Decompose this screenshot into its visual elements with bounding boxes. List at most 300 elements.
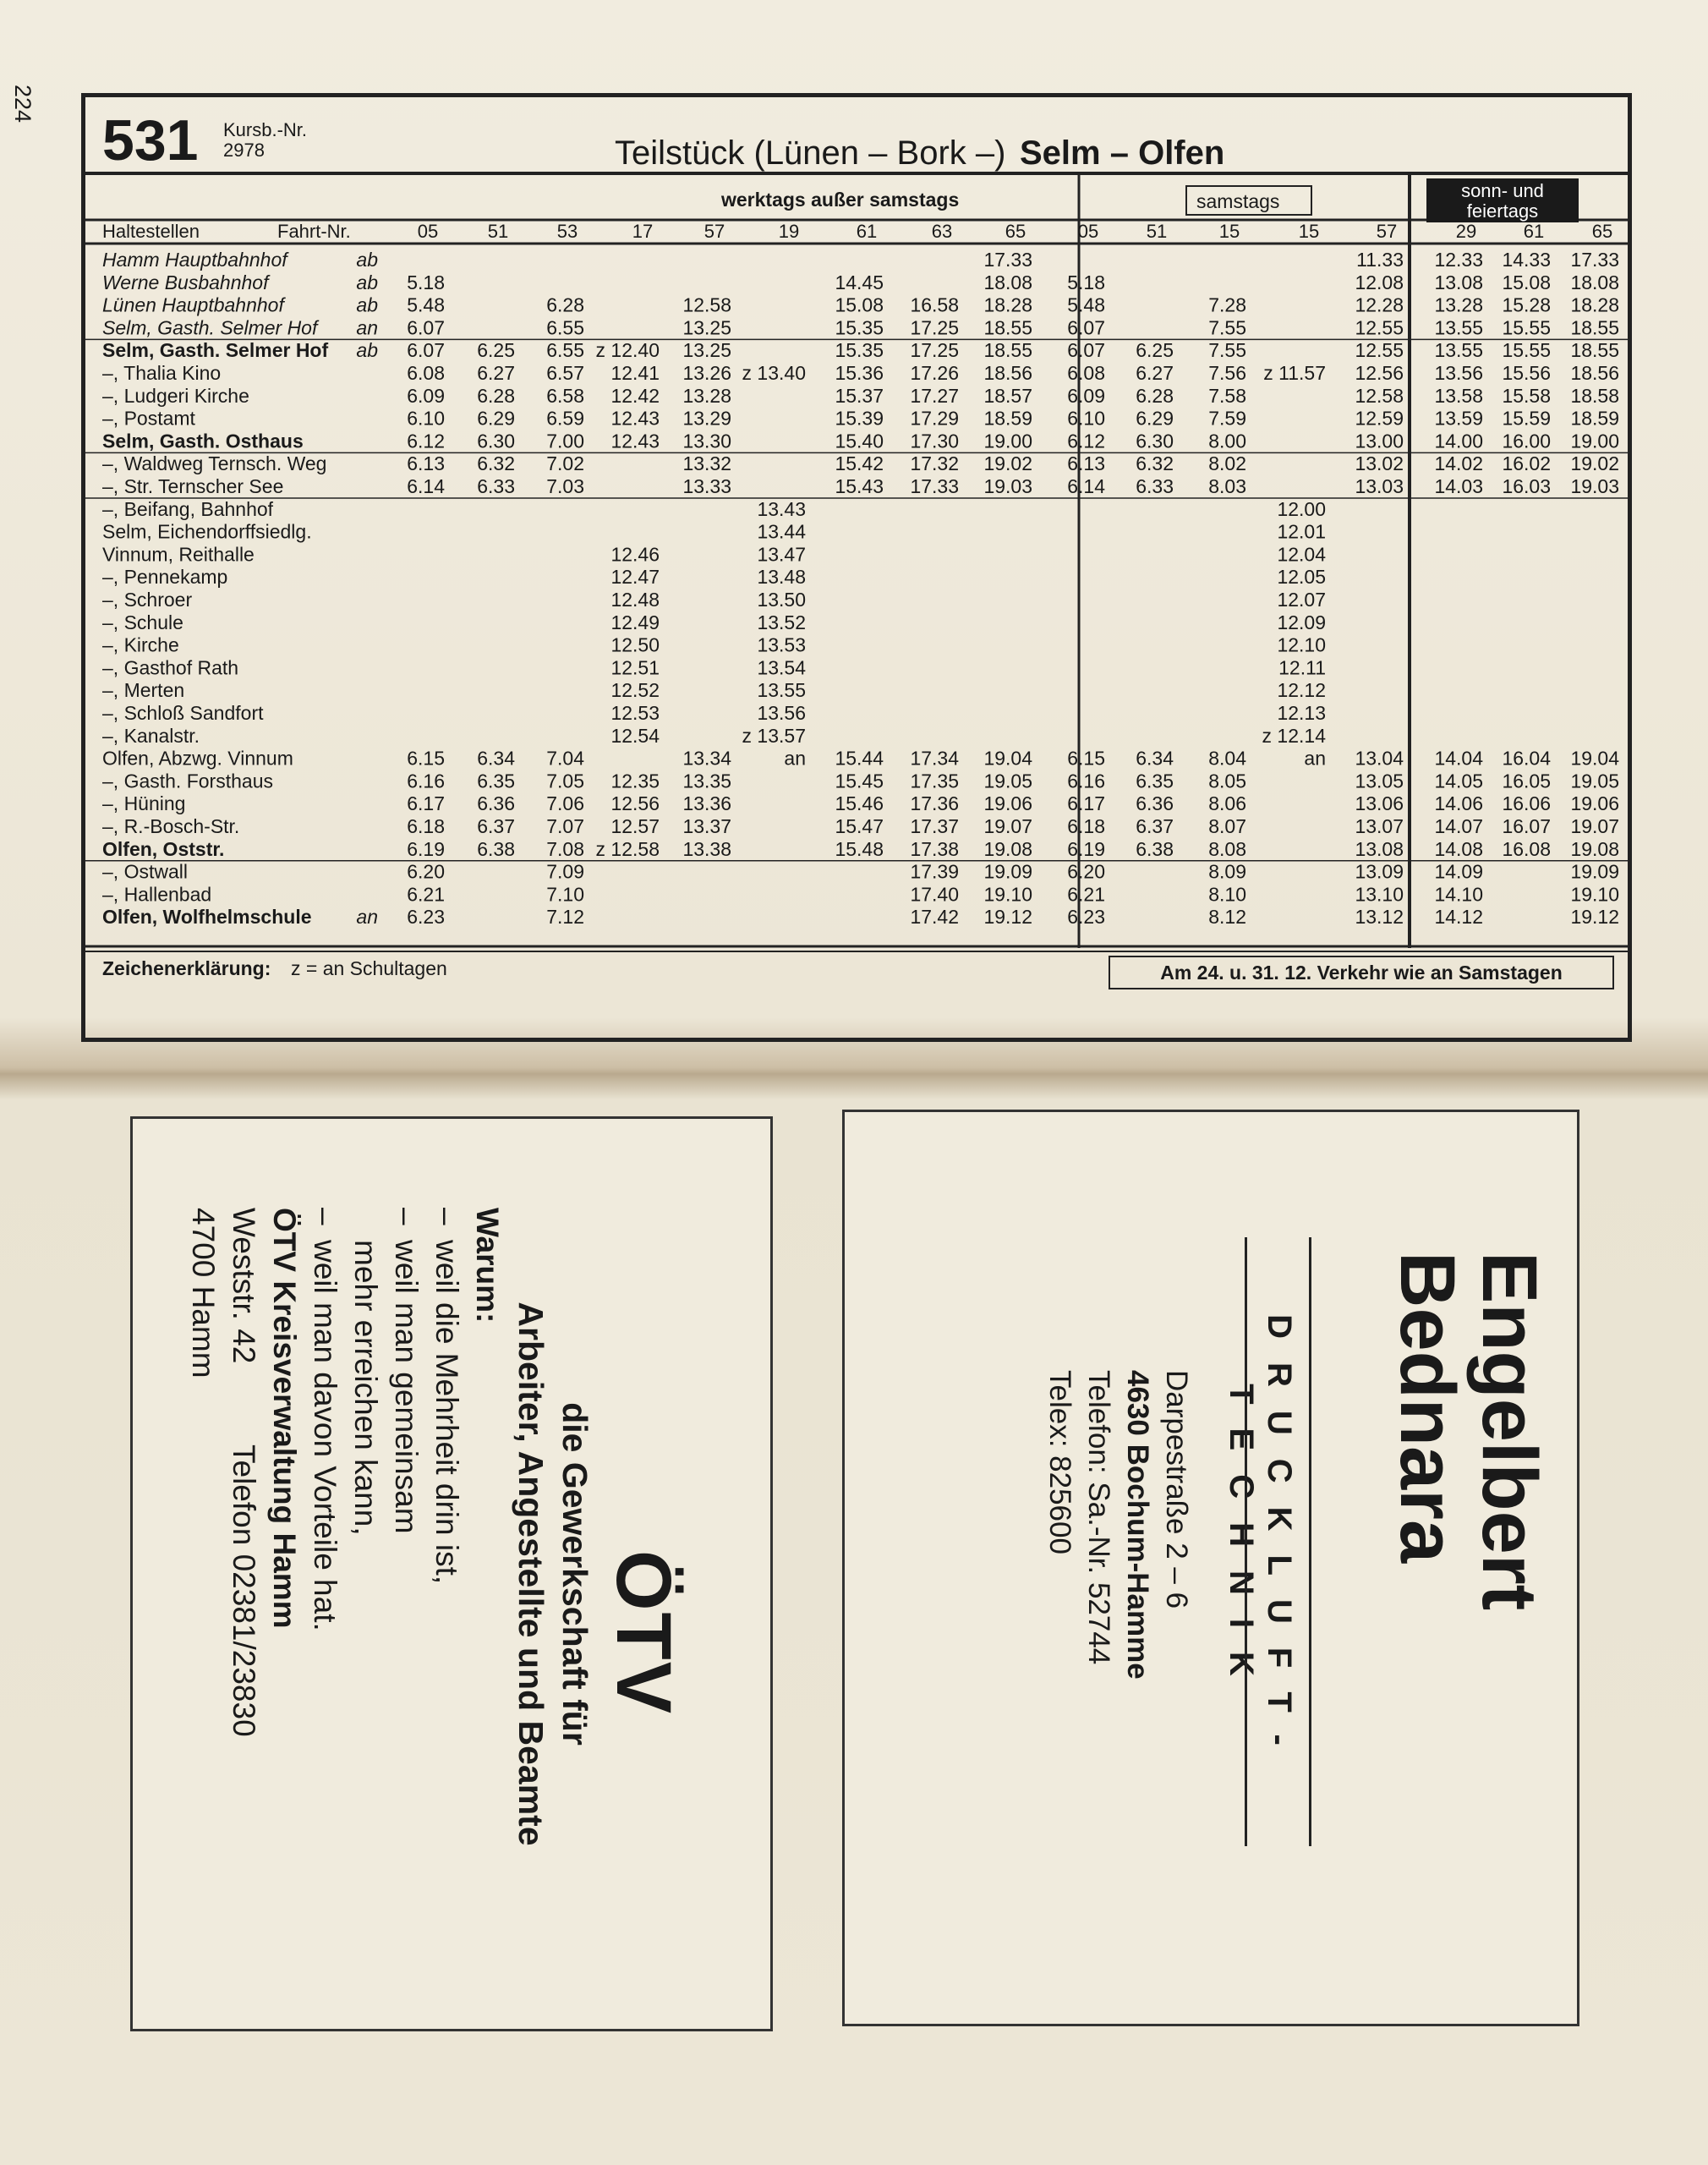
bednara-rule-bottom <box>1245 1237 1247 1846</box>
time-cell: 7.04 <box>546 747 584 770</box>
time-cell: 17.27 <box>910 384 959 407</box>
stop-name: Vinnum, Reithalle <box>102 543 255 566</box>
time-cell: 17.42 <box>910 906 959 929</box>
time-cell: 19.03 <box>1570 475 1619 497</box>
timetable-grid <box>85 97 1628 1038</box>
time-cell: 6.38 <box>477 837 515 860</box>
time-cell: 18.28 <box>1570 293 1619 316</box>
time-cell: 17.38 <box>910 837 959 860</box>
trip-number: 15 <box>1218 221 1240 242</box>
timetable <box>81 93 1632 1042</box>
otv-reason: –weil man davon Vorteile hat. <box>308 1208 342 1631</box>
stop-name: –, Schloß Sandfort <box>102 702 264 724</box>
time-cell: 6.20 <box>407 860 445 883</box>
time-cell: 13.55 <box>757 679 806 702</box>
time-cell: 13.26 <box>682 362 731 384</box>
time-cell: 15.58 <box>1502 384 1551 407</box>
time-cell: 6.55 <box>546 339 584 362</box>
time-cell: 14.04 <box>1434 747 1483 770</box>
time-cell: 6.07 <box>1067 339 1105 362</box>
time-cell: 15.42 <box>835 452 884 475</box>
time-cell: 13.00 <box>1355 430 1404 452</box>
time-cell: 17.29 <box>910 407 959 430</box>
stop-name: –, Ostwall <box>102 860 188 883</box>
time-cell: 14.45 <box>835 271 884 293</box>
time-cell: 6.10 <box>407 407 445 430</box>
time-cell: 7.09 <box>546 860 584 883</box>
time-cell: 14.07 <box>1434 815 1483 837</box>
stop-name: –, Kirche <box>102 633 179 656</box>
time-cell: 12.04 <box>1277 543 1326 566</box>
time-cell: 12.47 <box>610 566 660 589</box>
bednara-rule-top <box>1309 1237 1311 1846</box>
otv-subtitle-2: Arbeiter, Angestellte und Beamte <box>512 1302 550 1846</box>
time-cell: 19.10 <box>983 883 1032 906</box>
time-cell: 8.03 <box>1208 475 1246 497</box>
time-cell: 19.08 <box>983 837 1032 860</box>
time-cell: 13.03 <box>1355 475 1404 497</box>
time-cell: 19.09 <box>1570 860 1619 883</box>
bednara-advert <box>842 1110 1579 2026</box>
time-cell: 19.06 <box>1570 792 1619 815</box>
time-cell: 18.08 <box>1570 271 1619 293</box>
trip-numbers <box>418 221 1612 242</box>
time-cell: 15.55 <box>1502 316 1551 339</box>
time-cell: 6.14 <box>407 475 445 497</box>
time-cell: 13.54 <box>757 656 806 679</box>
time-cell: 13.55 <box>1434 339 1483 362</box>
time-cell: 6.28 <box>477 384 515 407</box>
time-cell: 13.06 <box>1355 792 1404 815</box>
time-cell: 17.33 <box>1570 249 1619 271</box>
stop-flag: an <box>356 316 378 339</box>
stop-name: –, Hüning <box>102 792 186 815</box>
time-cell: 15.43 <box>835 475 884 497</box>
time-cell: 13.43 <box>757 497 806 520</box>
time-cell: 13.28 <box>1434 293 1483 316</box>
otv-advert <box>130 1116 773 2031</box>
time-cell: 7.56 <box>1208 362 1246 384</box>
time-cell: 6.12 <box>1067 430 1105 452</box>
time-cell: 12.07 <box>1277 589 1326 611</box>
time-cell: 12.42 <box>610 384 660 407</box>
time-cell: 15.35 <box>835 339 884 362</box>
time-cell: 19.09 <box>983 860 1032 883</box>
time-cell: 6.37 <box>477 815 515 837</box>
time-cell: 13.56 <box>757 702 806 724</box>
time-cell: z 12.40 <box>595 339 660 362</box>
time-cell: 6.16 <box>407 770 445 792</box>
note-text: Am 24. u. 31. 12. Verkehr wie an Samstagen <box>1160 962 1563 984</box>
trip-number: 63 <box>931 221 953 242</box>
time-cell: 6.18 <box>407 815 445 837</box>
bednara-name-2: Bednara <box>1384 1252 1470 1564</box>
time-cell: 18.55 <box>1570 339 1619 362</box>
time-cell: 6.34 <box>1136 747 1174 770</box>
time-cell: 14.05 <box>1434 770 1483 792</box>
time-cell: 12.58 <box>1355 384 1404 407</box>
time-cell: 6.35 <box>1136 770 1174 792</box>
stop-name: –, Merten <box>102 679 185 702</box>
time-cell: 6.09 <box>407 384 445 407</box>
time-cell: 6.55 <box>546 316 584 339</box>
time-cell: 13.35 <box>682 770 731 792</box>
time-cell: 8.02 <box>1208 452 1246 475</box>
time-cell: 16.03 <box>1502 475 1551 497</box>
time-cell: 12.56 <box>610 792 660 815</box>
time-cell: 19.04 <box>1570 747 1619 770</box>
time-cell: 13.28 <box>682 384 731 407</box>
time-cell: 17.33 <box>983 249 1032 271</box>
trip-number: 05 <box>1077 221 1099 242</box>
time-cell: 13.02 <box>1355 452 1404 475</box>
time-cell: 14.12 <box>1434 906 1483 929</box>
time-cell: 12.53 <box>610 702 660 724</box>
time-cell: 12.52 <box>610 679 660 702</box>
time-cell: 19.05 <box>983 770 1032 792</box>
time-cell: 13.50 <box>757 589 806 611</box>
time-cell: 7.12 <box>546 906 584 929</box>
time-cell: 12.49 <box>610 611 660 633</box>
time-cell: 13.36 <box>682 792 731 815</box>
otv-city: 4700 Hamm <box>186 1208 221 1378</box>
time-cell: 19.12 <box>983 906 1032 929</box>
time-cell: 13.47 <box>757 543 806 566</box>
legend-label: Zeichenerklärung: <box>102 957 271 979</box>
time-cell: 6.07 <box>1067 316 1105 339</box>
trip-number: 29 <box>1455 221 1477 242</box>
time-cell: 7.07 <box>546 815 584 837</box>
stop-name: –, Hallenbad <box>102 883 212 906</box>
time-cell: 13.08 <box>1355 837 1404 860</box>
time-cell: 12.55 <box>1355 316 1404 339</box>
time-cell: 13.53 <box>757 633 806 656</box>
stop-flag: ab <box>356 271 378 293</box>
time-cell: 6.35 <box>477 770 515 792</box>
time-cell: 8.04 <box>1208 747 1246 770</box>
time-cell: 19.03 <box>983 475 1032 497</box>
time-cell: 14.08 <box>1434 837 1483 860</box>
time-cell: 6.10 <box>1067 407 1105 430</box>
time-cell: 12.55 <box>1355 339 1404 362</box>
time-cell: 17.34 <box>910 747 959 770</box>
time-cell: 12.13 <box>1277 702 1326 724</box>
stop-flag: an <box>356 906 378 929</box>
route-title-plain: Teilstück (Lünen – Bork –) <box>615 134 1006 172</box>
time-cell: 12.01 <box>1277 520 1326 543</box>
trip-number: 57 <box>1376 221 1398 242</box>
time-cell: 12.00 <box>1277 497 1326 520</box>
time-cell: 6.07 <box>407 316 445 339</box>
time-cell: 12.09 <box>1277 611 1326 633</box>
time-cell: 6.33 <box>477 475 515 497</box>
time-cell: 19.10 <box>1570 883 1619 906</box>
time-cell: 13.07 <box>1355 815 1404 837</box>
time-cell: 6.20 <box>1067 860 1105 883</box>
time-cell: 12.54 <box>610 724 660 747</box>
stop-name: Olfen, Oststr. <box>102 837 225 860</box>
time-cell: 13.25 <box>682 339 731 362</box>
time-cell: 12.41 <box>610 362 660 384</box>
time-cell: 7.55 <box>1208 339 1246 362</box>
group-sonn-line2: feiertags <box>1466 200 1539 222</box>
time-cell: 17.30 <box>910 430 959 452</box>
group-samstags: samstags <box>1196 190 1280 212</box>
time-cell: 16.00 <box>1502 430 1551 452</box>
time-cell: 12.51 <box>610 656 660 679</box>
stop-name: Selm, Gasth. Osthaus <box>102 430 304 452</box>
time-cell: 6.08 <box>1067 362 1105 384</box>
time-cell: 12.57 <box>610 815 660 837</box>
time-cell: 15.56 <box>1502 362 1551 384</box>
time-cell: 16.07 <box>1502 815 1551 837</box>
time-cell: an <box>784 747 806 770</box>
time-cell: 6.13 <box>407 452 445 475</box>
stop-name: –, Ludgeri Kirche <box>102 384 249 407</box>
time-cell: 18.28 <box>983 293 1032 316</box>
time-cell: 6.08 <box>407 362 445 384</box>
bednara-street: Darpestraße 2 – 6 <box>1160 1370 1193 1609</box>
time-cell: 15.47 <box>835 815 884 837</box>
time-cell: 13.12 <box>1355 906 1404 929</box>
stop-name: –, Beifang, Bahnhof <box>102 497 274 520</box>
time-cell: 6.13 <box>1067 452 1105 475</box>
time-cell: 15.46 <box>835 792 884 815</box>
time-cell: 15.55 <box>1502 339 1551 362</box>
time-cell: 17.26 <box>910 362 959 384</box>
time-cell: 13.48 <box>757 566 806 589</box>
time-cell: 17.39 <box>910 860 959 883</box>
time-cell: 6.28 <box>546 293 584 316</box>
time-cell: 18.59 <box>983 407 1032 430</box>
time-cell: 13.56 <box>1434 362 1483 384</box>
time-cell: 15.37 <box>835 384 884 407</box>
time-cell: 6.30 <box>1136 430 1174 452</box>
trip-number: 53 <box>556 221 578 242</box>
trip-number: 65 <box>1591 221 1613 242</box>
bednara-telex: Telex: 825600 <box>1043 1370 1076 1554</box>
time-cell: 17.25 <box>910 316 959 339</box>
stop-name: Werne Busbahnhof <box>102 271 269 293</box>
otv-reason: mehr erreichen kann, <box>348 1240 383 1536</box>
time-cell: 6.32 <box>477 452 515 475</box>
stop-name: –, Waldweg Ternsch. Weg <box>102 452 327 475</box>
time-cell: 8.10 <box>1208 883 1246 906</box>
time-cell: 6.36 <box>477 792 515 815</box>
time-cell: 14.33 <box>1502 249 1551 271</box>
group-werktags: werktags außer samstags <box>721 189 960 211</box>
stop-name: Selm, Gasth. Selmer Hof <box>102 339 329 362</box>
time-cell: 13.25 <box>682 316 731 339</box>
time-cell: 8.07 <box>1208 815 1246 837</box>
stop-name: –, Gasth. Forsthaus <box>102 770 273 792</box>
bednara-advert-content <box>846 1112 1579 2024</box>
time-cell: 6.27 <box>1136 362 1174 384</box>
time-cell: 13.37 <box>682 815 731 837</box>
time-cell: 6.30 <box>477 430 515 452</box>
time-cell: 12.48 <box>610 589 660 611</box>
stop-name: –, Thalia Kino <box>102 362 222 384</box>
time-cell: 18.55 <box>983 339 1032 362</box>
time-cell: 6.19 <box>407 837 445 860</box>
time-cell: 6.28 <box>1136 384 1174 407</box>
time-cell: 6.12 <box>407 430 445 452</box>
time-cell: 15.45 <box>835 770 884 792</box>
time-cell: 6.17 <box>407 792 445 815</box>
time-cell: 13.32 <box>682 452 731 475</box>
otv-reason: –weil man gemeinsam <box>389 1208 424 1534</box>
trip-number: 19 <box>778 221 800 242</box>
time-cell: 15.08 <box>1502 271 1551 293</box>
time-cell: 17.37 <box>910 815 959 837</box>
time-cell: 7.05 <box>546 770 584 792</box>
stop-flag: ab <box>356 339 378 362</box>
time-cell: 6.21 <box>1067 883 1105 906</box>
stop-name: Lünen Hauptbahnhof <box>102 293 284 316</box>
bednara-tagline: DRUCKLUFT-TECHNIK <box>1223 1314 1298 1769</box>
time-cell: 17.35 <box>910 770 959 792</box>
time-cell: 14.02 <box>1434 452 1483 475</box>
time-cell: 6.15 <box>1067 747 1105 770</box>
time-cell: 12.12 <box>1277 679 1326 702</box>
time-cell: 6.09 <box>1067 384 1105 407</box>
time-cell: 19.02 <box>983 452 1032 475</box>
time-cell: 12.05 <box>1277 566 1326 589</box>
otv-subtitle-1: die Gewerkschaft für <box>556 1402 594 1746</box>
time-cell: 13.58 <box>1434 384 1483 407</box>
time-cell: 12.33 <box>1434 249 1483 271</box>
time-cell: 6.23 <box>1067 906 1105 929</box>
time-cell: 13.55 <box>1434 316 1483 339</box>
time-cell: 7.59 <box>1208 407 1246 430</box>
time-cell: 12.46 <box>610 543 660 566</box>
time-cell: 15.35 <box>835 316 884 339</box>
time-cell: 17.33 <box>910 475 959 497</box>
stop-flag: ab <box>356 249 378 271</box>
time-cell: 18.57 <box>983 384 1032 407</box>
legend-text: z = an Schultagen <box>291 957 447 979</box>
otv-street: Weststr. 42 <box>227 1208 261 1364</box>
time-cell: 6.59 <box>546 407 584 430</box>
time-cell: 13.10 <box>1355 883 1404 906</box>
time-cell: 6.32 <box>1136 452 1174 475</box>
stop-name: –, Kanalstr. <box>102 724 200 747</box>
time-cell: 6.23 <box>407 906 445 929</box>
kursbuch-number: 2978 <box>223 140 265 161</box>
stop-name: –, Gasthof Rath <box>102 656 239 679</box>
otv-advert-content <box>133 1119 772 2029</box>
stop-name: –, Str. Ternscher See <box>102 475 284 497</box>
time-cell: 6.21 <box>407 883 445 906</box>
time-cell: 7.28 <box>1208 293 1246 316</box>
time-cell: 5.18 <box>407 271 445 293</box>
time-cell: 16.08 <box>1502 837 1551 860</box>
time-cell: 7.00 <box>546 430 584 452</box>
stop-name: –, Schroer <box>102 589 193 611</box>
time-cell: 16.58 <box>910 293 959 316</box>
time-cell: 6.29 <box>477 407 515 430</box>
stop-name: –, Pennekamp <box>102 566 228 589</box>
time-cell: 13.44 <box>757 520 806 543</box>
time-cells <box>407 249 1619 928</box>
time-cell: 13.52 <box>757 611 806 633</box>
time-cell: 16.04 <box>1502 747 1551 770</box>
time-cell: 13.38 <box>682 837 731 860</box>
group-sonn-line1: sonn- und <box>1461 180 1544 201</box>
time-cell: 17.25 <box>910 339 959 362</box>
time-cell: 6.29 <box>1136 407 1174 430</box>
time-cell: 6.38 <box>1136 837 1174 860</box>
time-cell: 6.33 <box>1136 475 1174 497</box>
time-cell: 19.02 <box>1570 452 1619 475</box>
time-cell: 18.56 <box>983 362 1032 384</box>
time-cell: 11.33 <box>1356 249 1404 271</box>
time-cell: z 11.57 <box>1263 362 1326 384</box>
time-cell: 15.48 <box>835 837 884 860</box>
time-cell: 12.43 <box>610 430 660 452</box>
time-cell: 8.09 <box>1208 860 1246 883</box>
trip-header: Fahrt-Nr. <box>277 221 351 242</box>
page-number: 224 <box>10 85 36 123</box>
time-cell: 16.05 <box>1502 770 1551 792</box>
time-cell: z 12.14 <box>1262 724 1326 747</box>
time-cell: 6.15 <box>407 747 445 770</box>
time-cell: 14.03 <box>1434 475 1483 497</box>
trip-number: 05 <box>417 221 439 242</box>
time-cell: 8.05 <box>1208 770 1246 792</box>
otv-title: ÖTV <box>600 1550 687 1716</box>
time-cell: 14.06 <box>1434 792 1483 815</box>
stop-name: –, R.-Bosch-Str. <box>102 815 240 837</box>
trip-number: 15 <box>1298 221 1320 242</box>
time-cell: 7.03 <box>546 475 584 497</box>
time-cell: 7.08 <box>546 837 584 860</box>
bednara-name-1: Engelbert <box>1466 1252 1552 1611</box>
time-cell: 15.08 <box>835 293 884 316</box>
bednara-city: 4630 Bochum-Hamme <box>1121 1370 1154 1680</box>
time-cell: 6.07 <box>407 339 445 362</box>
time-cell: 5.48 <box>1067 293 1105 316</box>
time-cell: 19.07 <box>1570 815 1619 837</box>
time-cell: 12.28 <box>1355 293 1404 316</box>
trip-number: 65 <box>1005 221 1026 242</box>
time-cell: 6.58 <box>546 384 584 407</box>
bednara-phone: Telefon: Sa.-Nr. 52744 <box>1082 1370 1115 1665</box>
time-cell: 15.59 <box>1502 407 1551 430</box>
time-cell: 14.10 <box>1434 883 1483 906</box>
stop-name: –, Schule <box>102 611 183 633</box>
route-title-bold: Selm – Olfen <box>1020 134 1225 172</box>
time-cell: 12.43 <box>610 407 660 430</box>
time-cell: 7.02 <box>546 452 584 475</box>
time-cell: 19.06 <box>983 792 1032 815</box>
stop-name: Olfen, Wolfhelmschule <box>102 906 312 929</box>
trip-number: 51 <box>1146 221 1168 242</box>
time-cell: 15.44 <box>835 747 884 770</box>
time-cell: 15.39 <box>835 407 884 430</box>
time-cell: 6.34 <box>477 747 515 770</box>
time-cell: 18.55 <box>1570 316 1619 339</box>
time-cell: 6.25 <box>1136 339 1174 362</box>
time-cell: 17.40 <box>910 883 959 906</box>
trip-number: 61 <box>856 221 878 242</box>
time-cell: 18.08 <box>983 271 1032 293</box>
stop-name: Selm, Eichendorffsiedlg. <box>102 520 312 543</box>
time-cell: 6.37 <box>1136 815 1174 837</box>
time-cell: 12.59 <box>1355 407 1404 430</box>
time-cell: 12.35 <box>610 770 660 792</box>
stop-flag: ab <box>356 293 378 316</box>
